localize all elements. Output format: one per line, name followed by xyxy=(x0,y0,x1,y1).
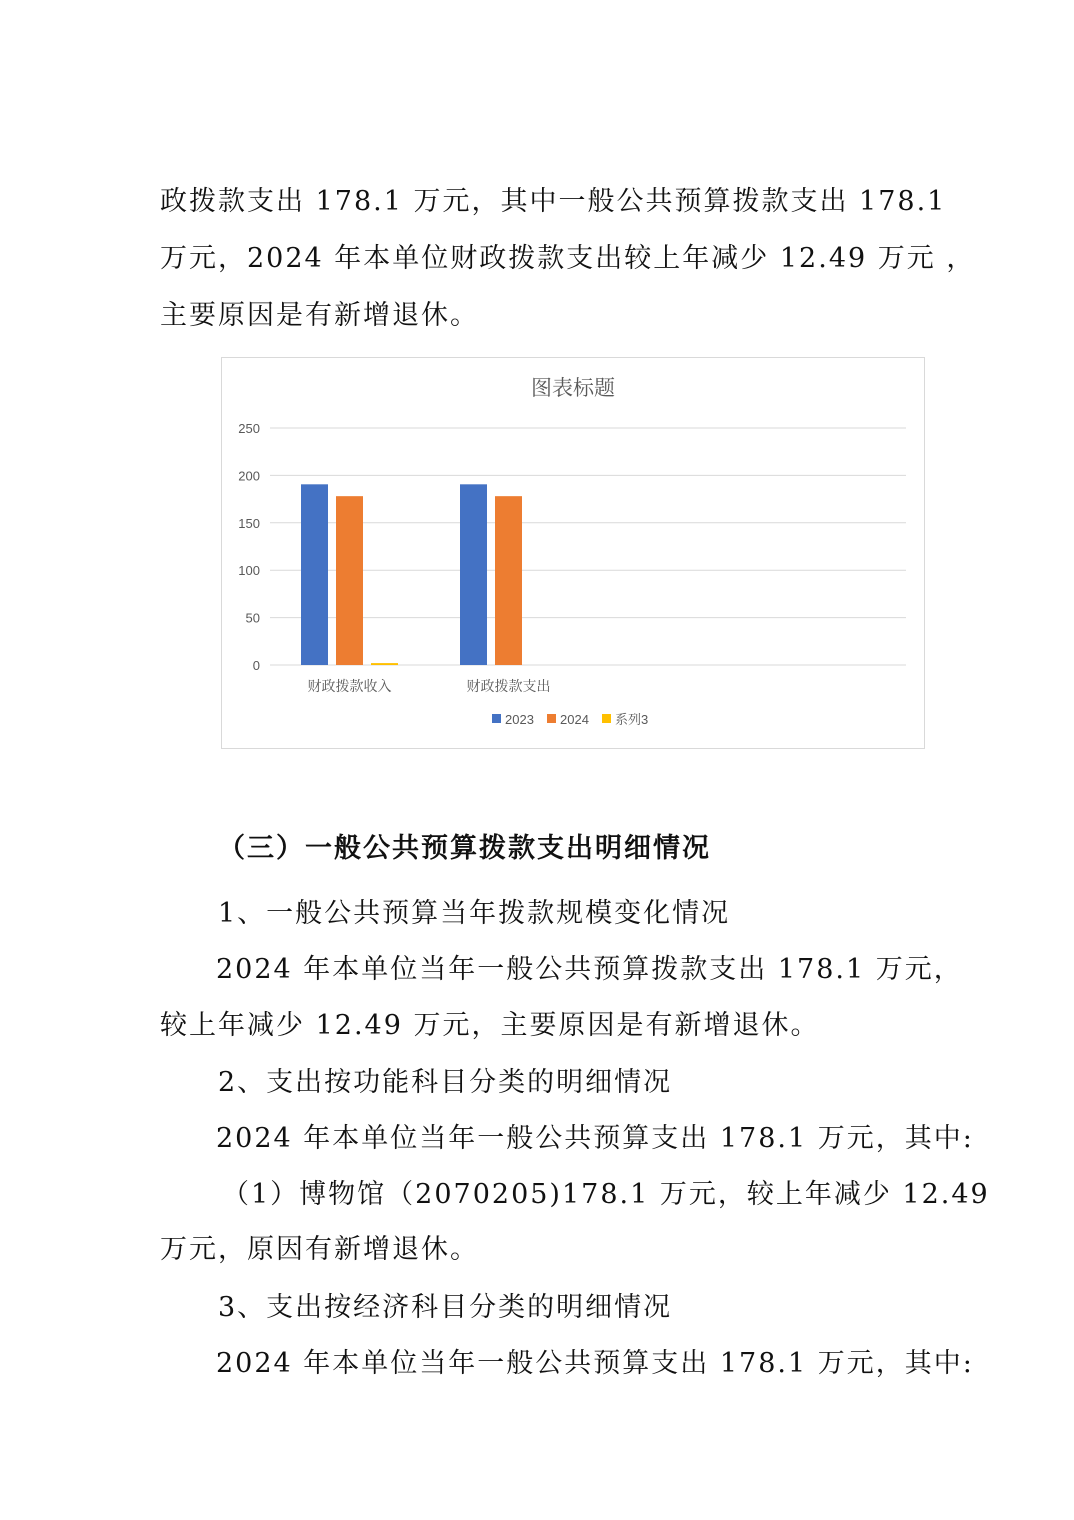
legend-label: 系列3 xyxy=(615,712,649,727)
paragraph-line: 政拨款支出 178.1 万元，其中一般公共预算拨款支出 178.1 xyxy=(160,186,947,217)
legend-label: 2023 xyxy=(505,712,534,727)
paragraph-line: 2024 年本单位当年一般公共预算拨款支出 178.1 万元， xyxy=(216,954,963,985)
paragraph-line: 2024 年本单位当年一般公共预算支出 178.1 万元，其中: xyxy=(216,1123,974,1154)
paragraph-line: （1）博物馆（2070205)178.1 万元，较上年减少 12.49 xyxy=(222,1179,990,1210)
chart-svg xyxy=(222,358,924,748)
bar-chart xyxy=(221,357,925,749)
paragraph-line: 较上年减少 12.49 万元，主要原因是有新增退休。 xyxy=(160,1010,820,1041)
section-heading: （三）一般公共预算拨款支出明细情况 xyxy=(218,833,711,864)
y-tick-label: 100 xyxy=(238,563,260,579)
bar xyxy=(460,484,487,665)
bar xyxy=(495,496,522,665)
subsection-title: 2、支出按功能科目分类的明细情况 xyxy=(218,1067,673,1098)
paragraph-line: 主要原因是有新增退休。 xyxy=(160,300,479,331)
y-tick-label: 250 xyxy=(238,421,260,436)
y-tick-label: 50 xyxy=(245,610,260,626)
y-tick-label: 0 xyxy=(252,658,260,673)
legend-swatch xyxy=(602,714,611,723)
x-tick-label: 财政拨款支出 xyxy=(466,678,551,694)
bar xyxy=(336,496,363,665)
paragraph-line: 万元，2024 年本单位财政拨款支出较上年减少 12.49 万元 ， xyxy=(160,243,976,274)
subsection-title: 1、一般公共预算当年拨款规模变化情况 xyxy=(218,898,731,929)
x-tick-label: 财政拨款收入 xyxy=(307,678,392,694)
chart-title: 图表标题 xyxy=(531,377,615,400)
subsection-title: 3、支出按经济科目分类的明细情况 xyxy=(218,1292,673,1323)
bar xyxy=(371,663,398,665)
paragraph-line: 2024 年本单位当年一般公共预算支出 178.1 万元，其中: xyxy=(216,1348,974,1379)
legend-swatch xyxy=(492,714,501,723)
legend-label: 2024 xyxy=(560,712,589,727)
bar xyxy=(301,484,328,665)
y-tick-label: 150 xyxy=(238,515,260,531)
paragraph-line: 万元，原因有新增退休。 xyxy=(160,1234,479,1265)
y-tick-label: 200 xyxy=(238,468,260,484)
legend-swatch xyxy=(547,714,556,723)
